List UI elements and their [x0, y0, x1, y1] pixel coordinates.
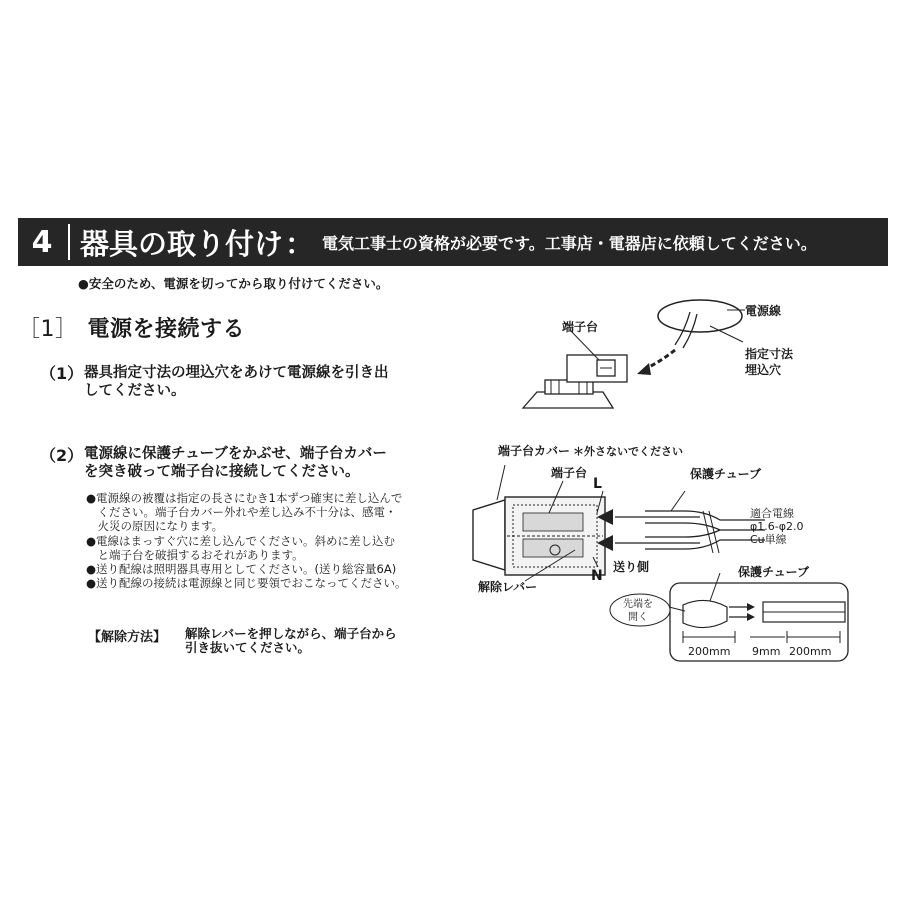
section-header-banner [18, 218, 888, 266]
protective-tube-label: 保護チューブ [690, 467, 762, 481]
dim-strip-200-b: 200mm [789, 645, 832, 658]
terminal-label-2: 端子台 [551, 466, 588, 480]
step-2-line: 電源線に保護チューブをかぶせ、端子台カバー [84, 446, 387, 462]
step-1-line: 器具指定寸法の埋込穴をあけて電源線を引き出 [84, 365, 389, 381]
tip-open-line: 先端を [623, 599, 653, 610]
wire-spec-line: φ1.6-φ2.0 [750, 520, 804, 533]
step-1-line: してください。 [84, 383, 186, 399]
note-line: ●電線はまっすぐ穴に差し込んでください。斜めに差し込む [86, 533, 396, 548]
step-2-line: を突き破って端子台に接続してください。 [84, 464, 360, 480]
release-lever-label: 解除レバー [478, 580, 538, 594]
subsection-title: 電源を接続する [87, 317, 246, 342]
terminal-block-diagram [465, 455, 895, 670]
step-2-text [84, 445, 387, 481]
release-method-text [185, 627, 397, 655]
note-line: 火災の原因になります。 [86, 519, 224, 534]
terminal-label-1: 端子台 [562, 320, 599, 334]
step-1-number: （1） [40, 364, 84, 383]
wire-spec [750, 507, 803, 546]
tip-open-callout [623, 598, 653, 624]
section-subtitle: 電気工事士の資格が必要です。工事店・電器店に依頼してください。 [322, 233, 817, 253]
note-line: ●送り配線の接続は電源線と同じ要領でおこなってください。 [86, 576, 407, 591]
hole-label-line: 指定寸法 [745, 347, 794, 361]
terminal-cover-note: ＊外さないでください [573, 445, 684, 458]
subsection-heading [18, 312, 245, 343]
note-line: ●電源線の被覆は指定の長さにむき1本ずつ確実に差し込んで [86, 491, 403, 505]
step-2-number: （2） [40, 446, 84, 465]
release-line: 解除レバーを押しながら、端子台から [185, 626, 397, 641]
title-colon: ： [285, 226, 315, 261]
release-line: 引き抜いてください。 [185, 640, 311, 655]
step-1-text [84, 364, 389, 400]
wire-spec-line: 適合電線 [750, 507, 794, 520]
section-title: 器具の取り付け [80, 226, 284, 261]
note-line: ください。端子台カバー外れや差し込み不十分は、感電・ [86, 505, 397, 520]
protective-tube-label-2: 保護チューブ [738, 565, 810, 579]
terminal-cover-name: 端子台カバー [498, 444, 571, 458]
step-2-notes [86, 491, 407, 590]
section-number: 4 [31, 224, 53, 260]
safety-note: ●安全のため、電源を切ってから取り付けてください。 [78, 276, 389, 291]
feed-side-label: 送り側 [613, 560, 650, 574]
release-method-label: 【解除方法】 [88, 630, 167, 645]
hole-label [745, 346, 793, 378]
hole-label-line: 埋込穴 [745, 363, 782, 377]
note-line: と端子台を破損するおそれがあります。 [86, 547, 304, 562]
power-wire-label: 電源線 [745, 304, 782, 318]
terminal-L-label: L [593, 476, 602, 492]
header-divider [68, 224, 70, 260]
wire-spec-line: Cu単線 [750, 533, 787, 546]
tip-open-line: 開く [628, 612, 648, 623]
dim-strip-9: 9mm [752, 645, 781, 658]
note-line: ●送り配線は照明器具専用としてください。(送り総容量6A) [86, 562, 397, 577]
dim-strip-200-a: 200mm [688, 645, 731, 658]
subsection-number: ［1］ [18, 317, 78, 342]
terminal-N-label: N [591, 568, 603, 584]
terminal-cover-label [498, 442, 683, 459]
